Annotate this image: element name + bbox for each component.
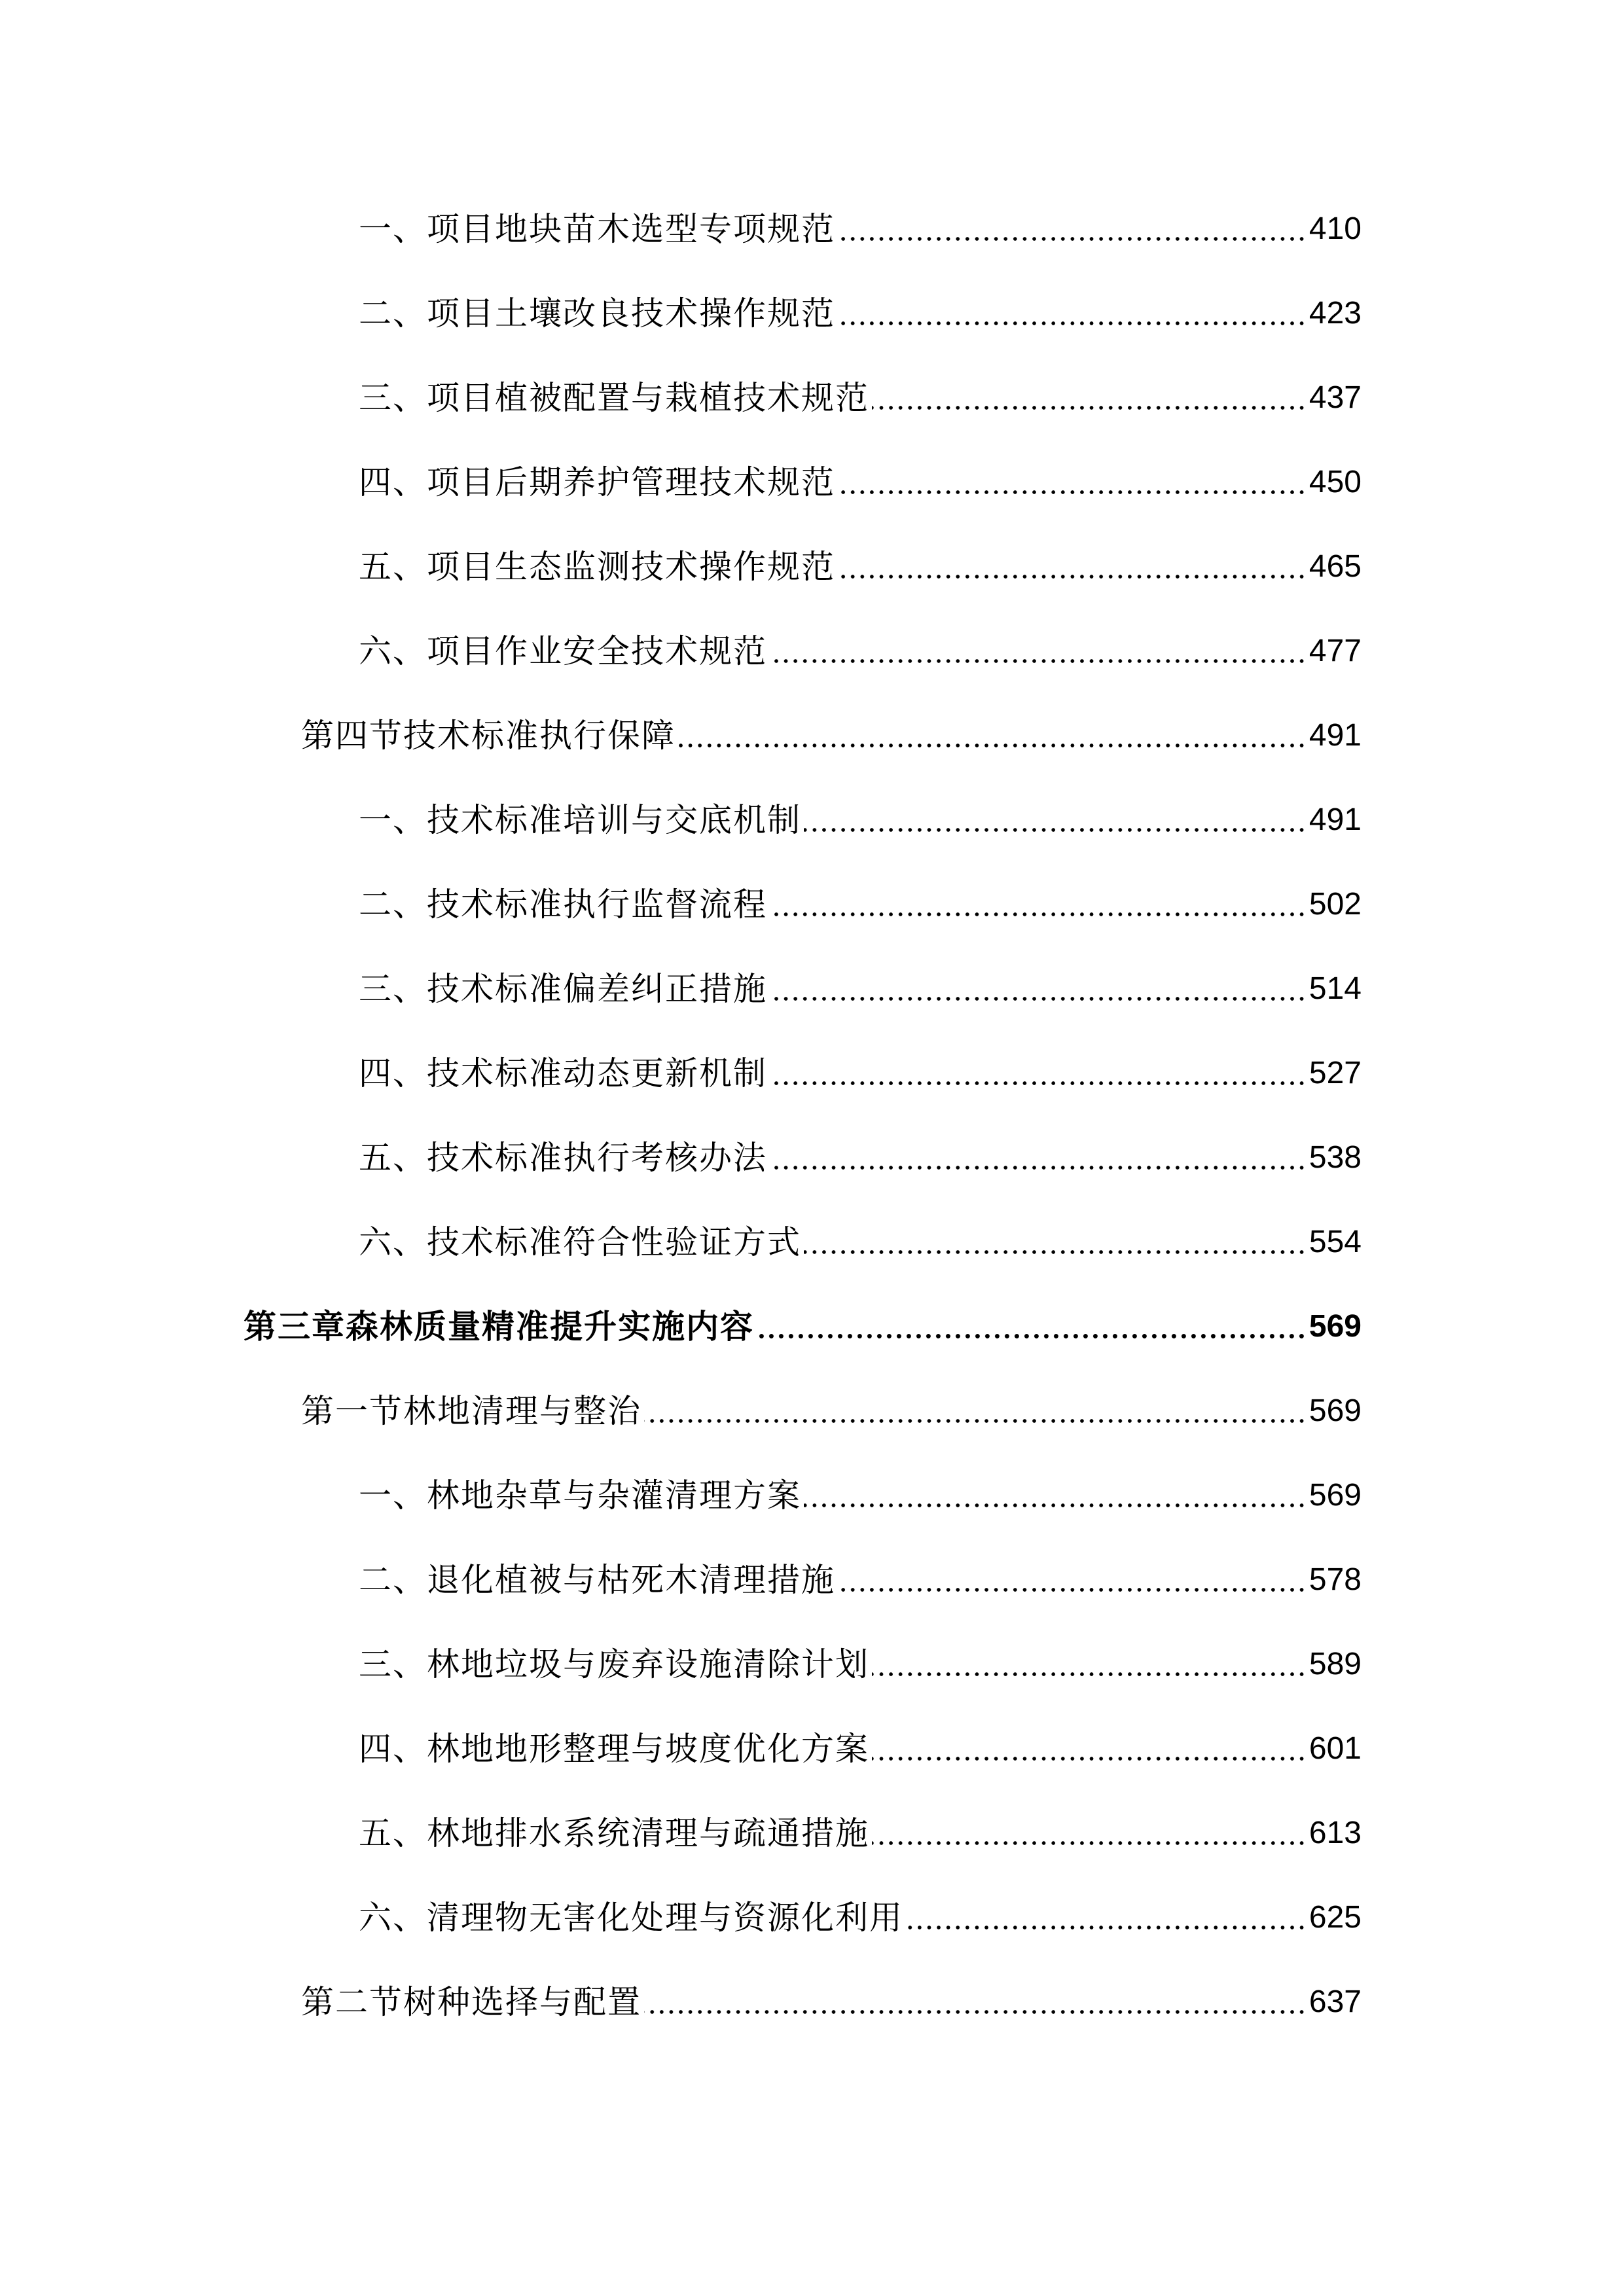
toc-entry-item[interactable] [0,1638,1362,1691]
toc-entry-page: 527 [1308,1056,1362,1090]
toc-entry-title: 二、技术标准执行监督流程 [359,886,767,924]
toc-entry-item[interactable] [0,1723,1362,1775]
dot-leader [644,1976,1307,2028]
toc-entry-item[interactable] [0,1469,1362,1522]
toc-entry-item[interactable] [0,1216,1362,1268]
toc-entry-section[interactable] [0,1976,1362,2028]
toc-entry-page: 437 [1308,380,1362,415]
toc-entry-page: 465 [1308,549,1362,584]
toc-entry-page: 554 [1308,1225,1362,1259]
toc-entry-page: 613 [1308,1816,1362,1850]
toc-entry-title: 二、项目土壤改良技术操作规范 [359,295,835,332]
toc-entry-title: 一、技术标准培训与交底机制 [359,801,801,839]
dot-leader [804,1469,1307,1522]
toc-entry-item[interactable] [0,203,1362,255]
toc-entry-title: 四、项目后期养护管理技术规范 [359,463,835,501]
toc-entry-item[interactable] [0,287,1362,340]
toc-entry-title: 三、林地垃圾与废弃设施清除计划 [359,1645,869,1683]
dot-leader [770,625,1307,677]
toc-entry-item[interactable] [0,963,1362,1015]
toc-entry-item[interactable] [0,625,1362,677]
toc-entry-page: 450 [1308,465,1362,499]
toc-entry-item[interactable] [0,794,1362,846]
dot-leader [804,794,1307,846]
toc-entry-title: 四、林地地形整理与坡度优化方案 [359,1730,869,1768]
toc-entry-title: 一、项目地块苗木选型专项规范 [359,210,835,248]
dot-leader [770,963,1307,1015]
toc-entry-page: 410 [1308,211,1362,246]
toc-entry-page: 569 [1308,1478,1362,1513]
dot-leader [757,1300,1307,1353]
toc-entry-page: 477 [1308,634,1362,668]
dot-leader [770,878,1307,931]
toc-entry-section[interactable] [0,709,1362,762]
dot-leader [838,203,1307,255]
toc-entry-title: 一、林地杂草与杂灌清理方案 [359,1477,801,1515]
dot-leader [644,1385,1307,1437]
toc-entry-item[interactable] [0,1892,1362,1944]
toc-entry-item[interactable] [0,1554,1362,1606]
toc-entry-page: 423 [1308,296,1362,331]
dot-leader [770,1132,1307,1184]
dot-leader [838,1554,1307,1606]
toc-entry-title: 三、技术标准偏差纠正措施 [359,970,767,1008]
toc-entry-title: 第三章森林质量精准提升实施内容 [244,1307,754,1346]
dot-leader [872,1723,1307,1775]
toc-entry-page: 625 [1308,1900,1362,1935]
toc-entry-page: 491 [1308,802,1362,837]
toc-entry-item[interactable] [0,456,1362,509]
dot-leader [872,1807,1307,1859]
toc-entry-page: 514 [1308,971,1362,1006]
toc-entry-chapter[interactable] [0,1300,1362,1353]
toc-entry-item[interactable] [0,541,1362,593]
toc-entry-title: 六、项目作业安全技术规范 [359,632,767,670]
toc-entry-page: 569 [1308,1393,1362,1428]
dot-leader [872,372,1307,424]
toc-entry-title: 二、退化植被与枯死木清理措施 [359,1561,835,1599]
toc-entry-title: 五、技术标准执行考核办法 [359,1139,767,1177]
dot-leader [838,541,1307,593]
toc-entry-title: 五、林地排水系统清理与疏通措施 [359,1814,869,1852]
toc-entry-page: 578 [1308,1562,1362,1597]
dot-leader [838,456,1307,509]
toc-entry-title: 第四节技术标准执行保障 [301,717,676,755]
dot-leader [838,287,1307,340]
dot-leader [678,709,1307,762]
dot-leader [770,1047,1307,1100]
toc-entry-page: 502 [1308,887,1362,922]
toc-entry-section[interactable] [0,1385,1362,1437]
toc-entry-title: 第一节林地清理与整治 [301,1392,641,1430]
toc-entry-page: 491 [1308,718,1362,753]
toc-entry-page: 538 [1308,1140,1362,1175]
toc-entry-page: 601 [1308,1731,1362,1766]
toc-entry-title: 六、清理物无害化处理与资源化利用 [359,1899,903,1937]
toc-entry-title: 第二节树种选择与配置 [301,1983,641,2021]
toc-entry-item[interactable] [0,372,1362,424]
toc-entry-page: 589 [1308,1647,1362,1681]
toc-entry-title: 六、技术标准符合性验证方式 [359,1223,801,1261]
toc-entry-title: 四、技术标准动态更新机制 [359,1054,767,1092]
toc-entry-item[interactable] [0,1132,1362,1184]
toc-entry-item[interactable] [0,1807,1362,1859]
toc-entry-page: 637 [1308,1984,1362,2019]
dot-leader [804,1216,1307,1268]
toc-entry-title: 五、项目生态监测技术操作规范 [359,548,835,586]
dot-leader [906,1892,1307,1944]
dot-leader [872,1638,1307,1691]
toc-entry-item[interactable] [0,1047,1362,1100]
toc-entry-item[interactable] [0,878,1362,931]
toc-entry-page: 569 [1308,1309,1362,1344]
toc-entry-title: 三、项目植被配置与栽植技术规范 [359,379,869,417]
